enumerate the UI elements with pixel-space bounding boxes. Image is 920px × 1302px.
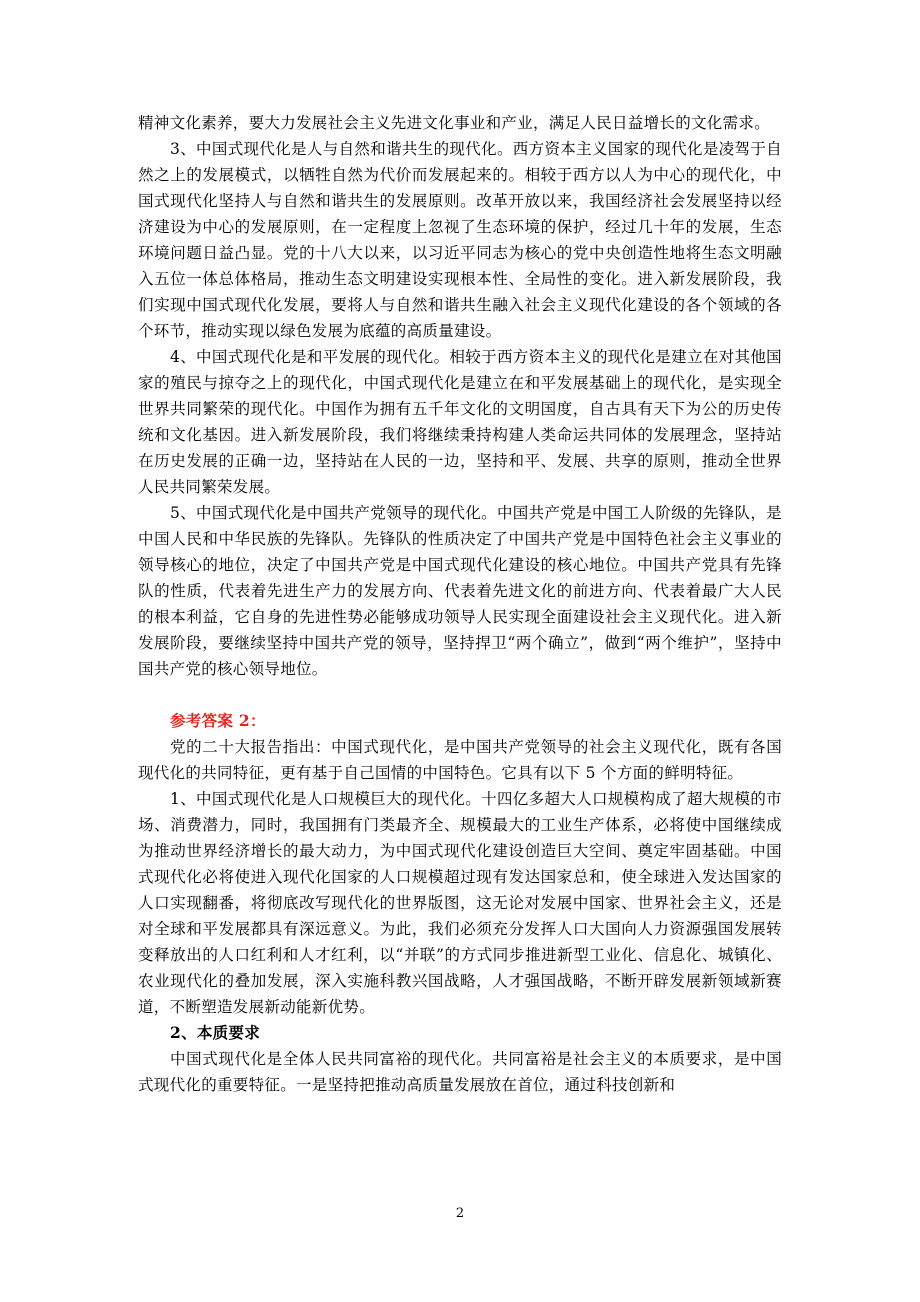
paragraph-continuation: 精神文化素养，要大力发展社会主义先进文化事业和产业，满足人民日益增长的文化需求。 — [138, 114, 771, 132]
section-spacer — [138, 682, 782, 708]
paragraph-essential-requirements: 中国式现代化是全体人民共同富裕的现代化。共同富裕是社会主义的本质要求，是中国式现代化的重要特征。一是坚持把推动高质量发展放在首位，通过科技创新和 — [138, 1050, 782, 1094]
page-number: 2 — [455, 1206, 465, 1221]
paragraph-point-4: 4、中国式现代化是和平发展的现代化。相较于西方资本主义的现代化是建立在对其他国家的殖民与掠夺之上的现代化，中国式现代化是建立在和平发展基础上的现代化，是实现全世界共同繁荣的现代化。中国作为拥有五千年文化的文明国度，自古具有天下为公的历史传统和文化基因。进入新发展阶段，我们将继续秉持构建人类命运共同体的发展理念，坚持站在历史发展的正确一边，坚持站在人民的一边，坚持和平、发展、共享的原则，推动全世界人民共同繁荣发展。 — [138, 348, 782, 496]
paragraph-answer-point-1: 1、中国式现代化是人口规模巨大的现代化。十四亿多超大人口规模构成了超大规模的市场、消费潜力，同时，我国拥有门类最齐全、规模最大的工业生产体系，必将使中国继续成为推动世界经济增长的最大动力，为中国式现代化建设创造巨大空间、奠定牢固基础。中国式现代化必将使进入现代化国家的人口规模超过现有发达国家总和，使全球进入发达国家的人口实现翻番，将彻底改写现代化的世界版图，这无论对发展中国家、世界社会主义，还是对全球和平发展都具有深远意义。为此，我们必须充分发挥人口大国向人力资源强国发展转变释放出的人口红利和人才红利，以“并联”的方式同步推进新型工业化、信息化、城镇化、农业现代化的叠加发展，深入实施科教兴国战略，人才强国战略，不断开辟发展新领域新赛道，不断塑造发展新动能新优势。 — [138, 790, 782, 1016]
paragraph-point-3: 3、中国式现代化是人与自然和谐共生的现代化。西方资本主义国家的现代化是凌驾于自然之上的发展模式，以牺牲自然为代价而发展起来的。相较于西方以人为中心的现代化，中国式现代化坚持人与自然和谐共生的发展原则。改革开放以来，我国经济社会发展坚持以经济建设为中心的发展原则，在一定程度上忽视了生态环境的保护，经过几十年的发展，生态环境问题日益凸显。党的十八大以来，以习近平同志为核心的党中央创造性地将生态文明融入五位一体总体格局，推动生态文明建设实现根本性、全局性的变化。进入新发展阶段，我们实现中国式现代化发展，要将人与自然和谐共生融入社会主义现代化建设的各个领域的各个环节，推动实现以绿色发展为底蕴的高质量建设。 — [138, 140, 782, 340]
paragraph-point-5: 5、中国式现代化是中国共产党领导的现代化。中国共产党是中国工人阶级的先锋队，是中国人民和中华民族的先锋队。先锋队的性质决定了中国共产党是中国特色社会主义事业的领导核心的地位，决定了中国共产党是中国式现代化建设的核心地位。中国共产党具有先锋队的性质，代表着先进生产力的发展方向、代表着先进文化的前进方向、代表着最广大人民的根本利益，它自身的先进性势必能够成功领导人民实现全面建设社会主义现代化。进入新发展阶段，要继续坚持中国共产党的领导，坚持捍卫“两个确立”，做到“两个维护”，坚持中国共产党的核心领导地位。 — [138, 504, 782, 678]
answer-heading: 参考答案 2： — [170, 711, 266, 730]
section-heading: 2、本质要求 — [170, 1023, 261, 1042]
paragraph-answer-intro: 党的二十大报告指出：中国式现代化，是中国共产党领导的社会主义现代化，既有各国现代化的共同特征，更有基于自己国情的中国特色。它具有以下 5 个方面的鲜明特征。 — [138, 738, 782, 782]
document-body — [138, 110, 782, 1098]
